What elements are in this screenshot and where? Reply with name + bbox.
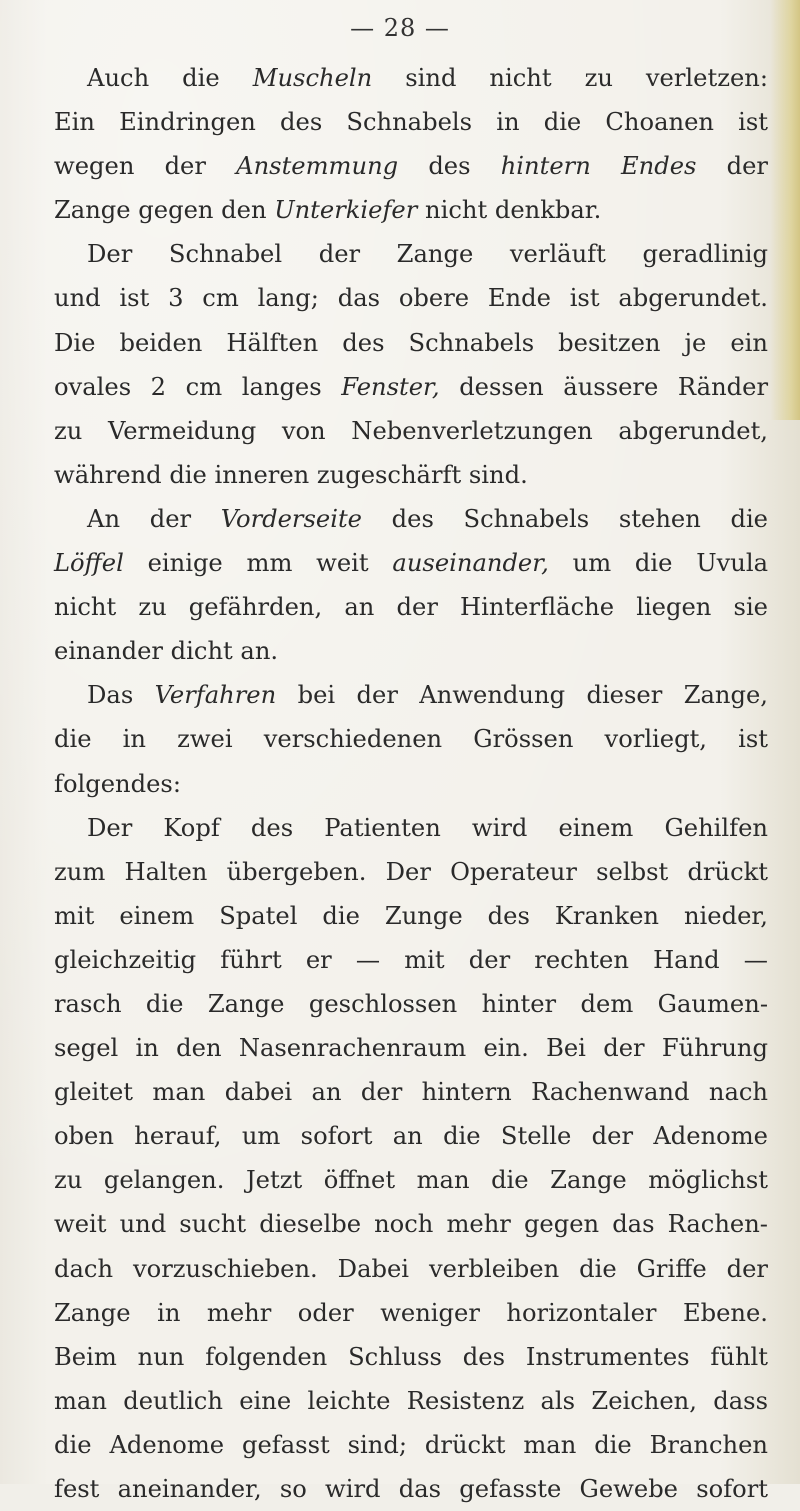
text-segment: zu gelangen. Jetzt öffnet man die Zange möglichst: [54, 1166, 768, 1195]
text-segment: An der: [87, 504, 221, 533]
text-line: [54, 1379, 768, 1423]
text-line: [54, 1335, 768, 1379]
text-segment: einander dicht an.: [54, 637, 279, 666]
text-line: [54, 673, 768, 717]
text-line: [54, 585, 768, 629]
italic-term: Anstemmung: [236, 152, 399, 181]
text-segment: weit und sucht dieselbe noch mehr gegen das Rachen-: [54, 1210, 768, 1239]
text-line: [54, 453, 768, 497]
text-line: [54, 188, 768, 232]
text-segment: folgendes:: [54, 769, 181, 798]
text-segment: Der Schnabel der Zange verläuft geradlinig: [87, 240, 768, 269]
text-segment: man deutlich eine leichte Resistenz als Zeichen, dass: [54, 1386, 768, 1415]
text-segment: sind nicht zu verletzen:: [372, 64, 768, 92]
italic-term: Fenster,: [341, 372, 440, 401]
text-line: [54, 1247, 768, 1291]
text-segment: während die inneren zugeschärft sind.: [54, 460, 528, 489]
text-line: [54, 1467, 768, 1511]
text-segment: des: [398, 152, 501, 181]
text-line: [54, 717, 768, 761]
text-segment: ovales 2 cm langes: [54, 372, 342, 401]
italic-term: Muscheln: [252, 64, 373, 92]
text-line: [54, 541, 768, 585]
text-line: [54, 276, 768, 320]
text-line: [54, 894, 768, 938]
text-segment: mit einem Spatel die Zunge des Kranken nieder,: [54, 901, 768, 930]
text-segment: um die Uvula: [548, 549, 768, 578]
italic-term: Vorderseite: [220, 504, 362, 533]
text-line: [54, 806, 768, 850]
text-segment: Zange gegen den: [54, 196, 275, 225]
page-number: — 28 —: [350, 14, 450, 42]
text-segment: fest aneinander, so wird das gefasste Gewebe sofort: [54, 1475, 768, 1503]
italic-term: Löffel: [54, 549, 124, 578]
text-segment: einige mm weit: [123, 549, 393, 578]
text-line: [54, 497, 768, 541]
text-line: [54, 938, 768, 982]
text-line: [54, 629, 768, 673]
text-segment: nicht denkbar.: [417, 196, 602, 225]
italic-term: Verfahren: [154, 681, 277, 710]
text-segment: des Schnabels stehen die: [362, 504, 768, 533]
text-segment: gleitet man dabei an der hintern Rachenwand nach: [54, 1078, 768, 1107]
text-line: [54, 1114, 768, 1158]
text-line: [54, 409, 768, 453]
text-segment: und ist 3 cm lang; das obere Ende ist abgerundet.: [54, 284, 768, 313]
text-segment: Auch die: [87, 64, 253, 92]
text-segment: bei der Anwendung dieser Zange,: [276, 681, 768, 710]
text-segment: dach vorzuschieben. Dabei verbleiben die Griffe der: [54, 1254, 768, 1283]
text-line: [54, 982, 768, 1026]
text-segment: oben herauf, um sofort an die Stelle der Adenome: [54, 1122, 768, 1151]
text-segment: Die beiden Hälften des Schnabels besitzen je ein: [54, 328, 768, 357]
text-segment: Ein Eindringen des Schnabels in die Choanen ist: [54, 108, 768, 137]
page-edge-stain: [770, 0, 800, 420]
text-segment: der: [696, 152, 768, 181]
text-segment: segel in den Nasenrachenraum ein. Bei der Führung: [54, 1034, 768, 1063]
text-segment: die Adenome gefasst sind; drückt man die Branchen: [54, 1430, 768, 1459]
text-line: [54, 1026, 768, 1070]
text-segment: wegen der: [54, 152, 237, 181]
text-line: [54, 1423, 768, 1467]
text-segment: Beim nun folgenden Schluss des Instrumentes fühlt: [54, 1342, 768, 1371]
text-segment: dessen äussere Ränder: [439, 372, 769, 401]
text-segment: die in zwei verschiedenen Grössen vorliegt, ist: [54, 725, 768, 754]
text-line: [54, 1291, 768, 1335]
body-text: [54, 56, 768, 1511]
italic-term: Unterkiefer: [274, 196, 418, 225]
italic-term: hintern Endes: [500, 152, 697, 181]
text-line: [54, 144, 768, 188]
text-segment: zu Vermeidung von Nebenverletzungen abgerundet,: [54, 416, 768, 445]
text-line: [54, 365, 768, 409]
text-line: [54, 762, 768, 806]
text-segment: Das: [87, 681, 155, 710]
text-segment: zum Halten übergeben. Der Operateur selbst drückt: [54, 857, 768, 886]
text-segment: gleichzeitig führt er — mit der rechten Hand —: [54, 945, 768, 974]
text-segment: Zange in mehr oder weniger horizontaler Ebene.: [54, 1298, 768, 1327]
text-line: [54, 1202, 768, 1246]
text-line: [54, 56, 768, 100]
text-line: [54, 100, 768, 144]
text-line: [54, 850, 768, 894]
text-line: [54, 1070, 768, 1114]
text-line: [54, 321, 768, 365]
text-segment: Der Kopf des Patienten wird einem Gehilfen: [87, 813, 768, 842]
text-line: [54, 232, 768, 276]
italic-term: auseinander,: [392, 549, 549, 578]
text-segment: nicht zu gefährden, an der Hinterfläche liegen sie: [54, 593, 768, 622]
text-line: [54, 1158, 768, 1202]
text-segment: rasch die Zange geschlossen hinter dem Gaumen-: [54, 989, 768, 1018]
